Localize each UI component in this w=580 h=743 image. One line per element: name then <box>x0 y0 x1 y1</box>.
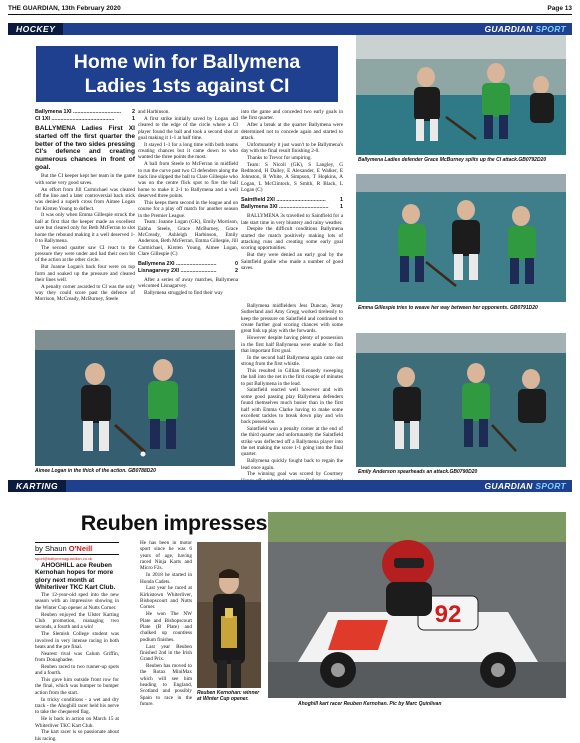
paragraph: A first strike initially saved by Logan and cleared to the edge of the circle where a CI player found the ball and took a second shot at goal making it 1-1 at half time. <box>138 115 238 141</box>
paragraph: A ball from Steele to McFerran in midfield to run the curve past two CI defenders along the back line slipped the ball to Clare Gillespie who was on the centre flick spot to fire the ball home to make it 2-1 to Ballymena and a well deserved three points. <box>138 161 238 199</box>
article-lead: BALLYMENA Ladies First XI started off the first quarter the better of the two sides pressing CI's defence and creating numerous chances in front of goal. <box>35 125 135 171</box>
score-team: Ballymena 1XI ................................ <box>35 109 121 115</box>
score-line <box>138 268 238 275</box>
paragraph: After a break at the quarter Ballymena were determined not to concede again and started to attack. <box>241 122 343 141</box>
hockey-column-2 <box>138 109 238 297</box>
hockey-photo-4-caption: Emily Anderson spearheads an attack.GB0790D20 <box>358 469 478 475</box>
paragraph: Unfortunately it just wasn't to be Ballymena's day with the final result finishing 2-0. <box>241 141 343 155</box>
paragraph: He is back in action on March 15 at Whiterliver TKC Kart Club. <box>35 716 119 729</box>
paragraph: and Harbinson. <box>138 109 170 115</box>
score-team: Saintfield 2XI ................................. <box>241 196 326 203</box>
paragraph: Last year Reuben finished 2nd in the Irish Grand Prix. <box>140 643 192 663</box>
score-team: Lisnagarvey 2XI ........................ <box>138 267 217 274</box>
masthead-rule <box>8 14 572 15</box>
masthead <box>8 3 572 13</box>
hockey-photo-3-image <box>35 330 235 466</box>
hockey-column-3 <box>241 109 343 272</box>
score-line <box>138 261 238 268</box>
paragraph: The winning goal was scored by Courtney <box>247 471 343 478</box>
paragraph: It was only when Emma Gillespie struck the ball at first that the keeper made an excellent save but cleared only for Beth McFerran to slot home the rebound making it a well deserved 1-0 to Ballymena. <box>35 212 135 244</box>
hockey-photo-grace-mcburney <box>356 35 566 155</box>
paragraph: The second quarter saw CI react to the pressure they were under and had their own bit of the action at the other circle. <box>35 244 135 264</box>
paragraph: After a series of away matches, Ballymena welcomed Lisnagarvey. <box>138 277 238 290</box>
paragraph: The kart racer is so passionate about his racing. <box>35 729 119 742</box>
karting-photo-2-caption: Ahoghill kart racer Reuben Kernohan. Pic by Marc Quinlivan <box>298 701 442 707</box>
paragraph: Last year he raced at Kirkistown Whiterliver, Bishopscourt and Nutts Corner. <box>140 585 192 611</box>
karting-photo-reuben-trophy <box>197 542 261 688</box>
byline <box>35 542 119 561</box>
paragraph: In tricky conditions - a wet and dry track - the Ahoghill racer held his nerve to take the chequered flag. <box>35 696 119 716</box>
paragraph: Saintfield reacted well however and with some good passing play Ballymena defenders found themselves much busier than in the first half with Emma Clarke having to make some excellent tackles to break down play and win back possession. <box>241 387 343 426</box>
paragraph: The 12-year-old sped into the new season with an impressive showing in the Winter Cup opener at Nutts Corner. <box>35 592 119 611</box>
hockey-photo-2-caption: Emma Gillespie tries to weave her way between her opponents. GB0791D20 <box>358 305 538 311</box>
paragraph: The Slemish College student was involved in very intense racing in both heats and the pre final. <box>35 631 119 650</box>
karting-column-1 <box>35 562 119 743</box>
brand-main: GUARDIAN <box>484 24 533 34</box>
score-team: Ballymena 2XI ........................... <box>138 260 217 267</box>
hockey-section-tag: HOCKEY <box>8 23 63 35</box>
score-goals: 1 <box>340 196 343 203</box>
score-goals: 2 <box>235 267 238 274</box>
karting-photo-1-image <box>197 542 261 688</box>
paragraph: Ballymena quickly fought back to regain the lead once again. <box>241 458 343 471</box>
hockey-column-1 <box>35 109 135 303</box>
paragraph: It stayed 1-1 for a long time with both teams creating chances but it came down to who wanted the three points the most. <box>138 141 238 161</box>
score-team: CI 1XI .......................................... <box>35 115 115 122</box>
karting-column-2 <box>140 540 192 708</box>
paragraph: Despite the difficult conditions Ballymena started the match positively making lots of attacking runs and creating some early goal scoring opportunities. <box>241 226 343 252</box>
score-goals: 0 <box>235 260 238 267</box>
paragraph: But they were denied an early goal by the Saintfield goalie who made a number of good saves. <box>241 252 343 271</box>
paragraph: Ballymena struggled to find their way <box>144 290 223 297</box>
score-goals: 1 <box>340 203 343 210</box>
hockey-photo-1-image <box>356 35 566 155</box>
paragraph: He won The NW Plate and Bishopscourt Plate (B Plate) and chalked up countless podium finishes. <box>140 611 192 643</box>
score-line <box>35 109 135 116</box>
karting-photo-2-image <box>268 512 566 698</box>
hockey-photo-2-image <box>356 174 566 302</box>
paragraph: But Joanne Logan's back four were on top form and soaked up the pressure and cleared their lines well. <box>35 264 135 283</box>
byline-email: sport@ballymenaguardian.co.uk <box>35 556 93 561</box>
paragraph: Reuben raced to two runner-up spots and a fourth. <box>35 663 119 677</box>
byline-prefix: by Shaun <box>35 544 67 553</box>
paragraph: Ballymena midfielders Jess Duncan, Jenny Sutherland and Amy Gregg worked tirelessly to keep the pressure on Saintfield and continued to create further goal scoring chances with some great link up play with the forwards. <box>241 303 343 335</box>
paragraph: Nearest rival was Calum Griffin, from Donaghadee. <box>35 650 119 664</box>
paragraph: An effort from Jill Carmichael was cleared off the line and a later controversial back stick was denied a superb cross from Aimee Logan for Kirsten Young to deflect. <box>35 186 135 212</box>
paragraph: This gave him outside front row for the final, which was bumper to bumper action from the start. <box>35 677 119 696</box>
paragraph: But the CI keeper kept her team in the game with some very good saves. <box>35 173 135 186</box>
hockey-section-bar <box>8 23 572 35</box>
paragraph: BALLYMENA 3s travelled to Saintfield for a late start time in very blustery and rainy weather. <box>241 213 343 226</box>
karting-headline: Reuben impresses <box>80 511 268 535</box>
brand-sport: SPORT <box>535 481 566 491</box>
page-number: Page 13 <box>547 4 572 12</box>
hockey-photo-3-caption: Aimee Logan in the thick of the action. GB0788D20 <box>35 468 156 474</box>
paragraph: He has been in motor sport since he was 6 years of age, having raced Ninja Karts and Micro F2s. <box>140 540 192 572</box>
hockey-photo-4-image <box>356 333 566 467</box>
brand-sport: SPORT <box>535 24 566 34</box>
masthead-date: THE GUARDIAN, 13th February 2020 <box>8 4 121 12</box>
paragraph: In the second half Ballymena again came out strong from the first whistle. <box>241 354 343 368</box>
paragraph: This keeps them second in the league and on course for a play off match for another season in the Premier League. <box>138 199 238 219</box>
hockey-headline <box>36 46 338 102</box>
paragraph: Team: Joanne Logan (GK), Emily Morrison, Eabha Steele, Grace McBurney, Grace McCready, Ashleigh Harbinson, Emily Anderson, Beth McFerran, Emma Gillespie, Jill Carmichael, Kirsten Young, Aimee Logan, Clare Gillespie (C) <box>138 219 238 258</box>
brand-main: GUARDIAN <box>484 481 533 491</box>
hockey-column-4 <box>241 303 343 491</box>
score-line <box>35 116 135 123</box>
hockey-headline-line2: Ladies 1sts against CI <box>84 75 290 97</box>
hockey-photo-emily-anderson <box>356 333 566 467</box>
score-goals: 2 <box>132 109 135 115</box>
hockey-photo-aimee-logan <box>35 330 235 466</box>
paragraph: Reuben has moved to the Rotax MiniMax which will see him heading to England, Scotland and possibly Spain to race in the future. <box>140 663 192 708</box>
guardian-sport-brand <box>484 481 572 491</box>
paragraph: In 2018 he started in Honda Cadets. <box>140 572 192 585</box>
score-line <box>241 204 343 211</box>
paragraph: into the game and conceded two early goals in the first quarter. <box>241 109 343 122</box>
byline-surname: O'Neill <box>68 544 93 553</box>
byline-name <box>35 542 119 555</box>
karting-section-tag: KARTING <box>8 480 66 492</box>
score-goals: 1 <box>132 115 135 122</box>
kart-number-plate: 92 <box>434 601 462 628</box>
paragraph: Thanks to Trevor for umpiring. <box>247 154 312 161</box>
karting-photo-1-caption: Reuben Kernohan: winner at Winter Cup opener. <box>197 690 260 702</box>
article-lead: AHOGHILL ace Reuben Kernohan hopes for more glory next month at Whiterliver TKC Kart Club. <box>35 562 116 592</box>
paragraph: Saintfield won a penalty corner at the end of the third quarter and unfortunately the Saintfield strike was deflected off a Ballymena player into the net making the score 1-1 going into the final quarter. <box>241 426 343 458</box>
paragraph: However despite having plenty of possession in the first half Ballymena were unable to find that important first goal. <box>241 335 343 354</box>
paragraph: This resulted in Gillian Kennedy sweeping the ball into the net in the first couple of minutes to put Ballymena in the lead. <box>241 367 343 387</box>
score-team: Ballymena 3XI ................................. <box>241 203 329 210</box>
paragraph: A penalty corner awarded to CI was the only way they could score past the defence of Morrison, McCready, McBurney, Steele <box>35 283 135 303</box>
karting-photo-kart <box>268 512 566 698</box>
paragraph: Team: S Nicoll (GK), S Langley, G Redmond, H Dailey, E Alexander, E Walker, E Johnston, R White, A Simpson, T Hopkins, A Logan, L McClintock, S Smith, R Black, L Logan (C) <box>241 161 343 194</box>
karting-section-bar <box>8 480 572 492</box>
guardian-sport-brand <box>484 24 572 34</box>
hockey-headline-line1: Home win for Ballymena <box>73 51 301 73</box>
paragraph: Reuben enjoyed the Ulster Karting Club promotion, managing two seconds, a fourth and a win! <box>35 611 119 631</box>
score-line <box>241 197 343 204</box>
hockey-photo-emma-gillespie <box>356 174 566 302</box>
hockey-photo-1-caption: Ballymena Ladies defender Grace McBurney splits up the CI attack.GB0792D20 <box>358 157 547 163</box>
